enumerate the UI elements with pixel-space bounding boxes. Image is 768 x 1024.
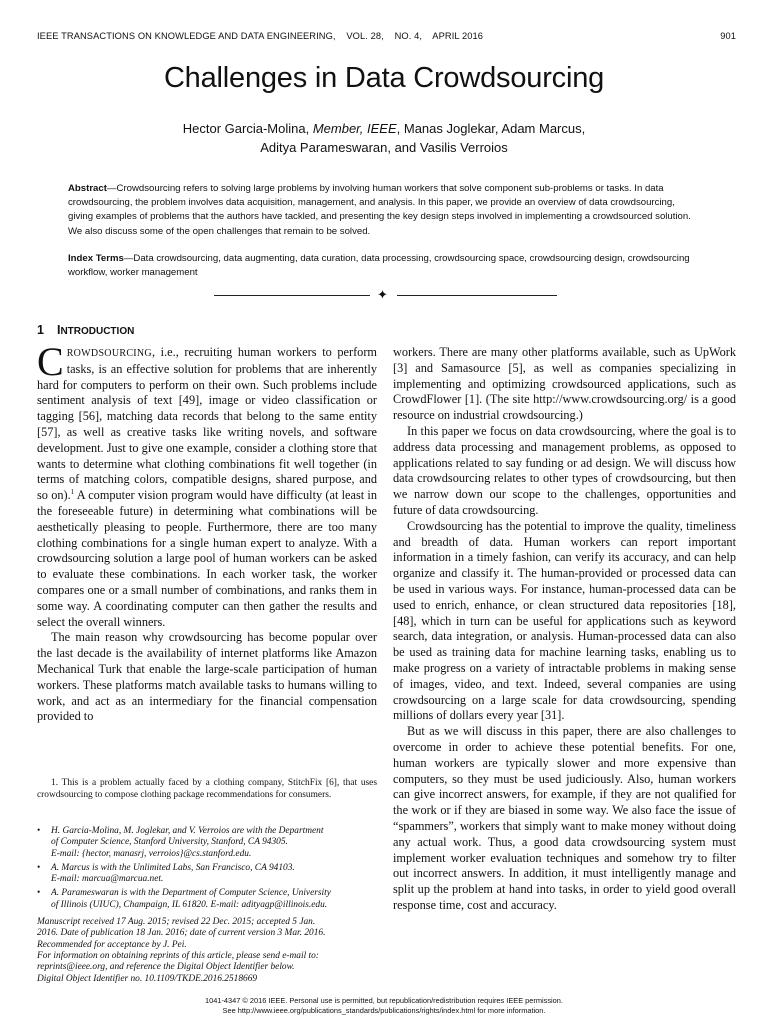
footnote <box>37 777 377 802</box>
drop-cap: C <box>37 339 64 384</box>
section-title-rest: NTRODUCTION <box>60 326 135 337</box>
paper-title: Challenges in Data Crowdsourcing <box>163 62 605 94</box>
right-paragraph-1: workers. There are many other platforms available, such as UpWork [3] and Samasource [5], as well as companies specializing in implementing and optimizing crowdsourced applications, such as CrowdFlower [1]. (The site http://www.crowdsourcing.org/ is a good resource on industrial crowdsourcing.) <box>393 345 736 423</box>
pubinfo-line: For information on obtaining reprints of this article, please send e-mail to: <box>37 950 319 961</box>
author-names-b: , Manas Joglekar, Adam Marcus, <box>396 121 586 136</box>
page-number: 901 <box>720 31 736 41</box>
section-number: 1 <box>37 323 44 337</box>
right-column <box>393 345 736 914</box>
section-heading <box>37 323 134 337</box>
left-column <box>37 339 377 725</box>
index-terms-label: Index Terms <box>68 253 124 264</box>
index-terms <box>68 252 700 280</box>
copyright-line-2: See http://www.ieee.org/publications_standards/publications/rights/index.html for more information. <box>222 1005 546 1015</box>
affiliation-item <box>37 826 377 860</box>
affiliation-list <box>37 826 377 911</box>
right-paragraph-4: But as we will discuss in this paper, there are also challenges to overcome in order to achieve these potential benefits. For one, human workers are typically slower and more expensive than computers, so they must be used judiciously. Also, human workers can give incorrect answers, for example, if they are not qualified for the work or if they are biased in some way. We also face the issue of “spammers”, workers that simply want to make money without doing any actual work. Thus, a good data crowdsourcing system must implement worker evaluation techniques and somehow try to filter out incorrect answers. In addition, it must intelligently manage and split up the problem at hand into tasks, in order to yield good overall response time, cost and accuracy. <box>393 724 736 912</box>
affiliation-line: A. Parameswaran is with the Department of Computer Science, University <box>51 888 331 899</box>
footnote-marker: 1 <box>70 488 75 497</box>
abstract-text: —Crowdsourcing refers to solving large problems by involving human workers that solve component sub-problems or tasks. In data crowdsourcing, the problem involves data acquisition, management, and analysis. In this paper, we provide an overview of data crowdsourcing, giving examples of problems that the authors have tackled, and presenting the key design steps involved in implementing a crowdsourced solution. We also discuss some of the open challenges that remain to be solved. <box>68 183 691 237</box>
author-list <box>0 119 768 157</box>
left-paragraph-1-text: , i.e., recruiting human workers to perform tasks, is an effective solution for problems that are inherently hard for computers to perform on their own. Such problems include sentiment analysis of text [49], image or video classification or tagging [56], matching data records that belong to the same entity [57], as well as creative tasks like writing novels, and software development. Just to give one example, consider a clothing store that wants to determine what clothing combinations fit well together (in terms of matching colors, compatible designs, shared purpose, and so on). <box>37 345 377 503</box>
affiliation-email: E-mail: {hector, manasrj, verroios}@cs.stanford.edu. <box>51 848 252 859</box>
abstract <box>68 182 700 239</box>
author-names-a: Hector Garcia-Molina, <box>182 121 310 136</box>
affiliation-email: E-mail: marcua@marcua.net. <box>51 874 164 885</box>
right-paragraph-2: In this paper we focus on data crowdsourcing, where the goal is to address data processing and management problems, as opposed to applications related to say funding or ad design. We will discuss how data crowdsourcing relates to other types of crowdsourcing, but then we narrow down our scope to the challenges, opportunities and future of data crowdsourcing. <box>393 423 736 517</box>
left-paragraph-2: The main reason why crowdsourcing has become popular over the last decade is the availability of internet platforms like Amazon Mechanical Turk that enable the large-scale participation of human workers. These platforms match available tasks to humans willing to work, and act as an intermediary for the financial compensation provided to <box>37 630 377 724</box>
section-separator <box>0 287 768 302</box>
pubinfo-line: 2016. Date of publication 18 Jan. 2016; date of current version 3 Mar. 2016. <box>37 928 326 939</box>
journal-date: APRIL 2016 <box>432 31 484 41</box>
affiliation-notes <box>37 826 377 985</box>
pubinfo-line: Recommended for acceptance by J. Pei. <box>37 939 187 950</box>
copyright-notice <box>0 996 768 1015</box>
affiliation-line: of Computer Science, Stanford University, Stanford, CA 94305. <box>51 837 288 848</box>
author-line-1 <box>0 119 768 138</box>
bullet-icon: • <box>37 862 41 873</box>
doi-line: Digital Object Identifier no. 10.1109/TKDE.2016.2518669 <box>37 973 258 984</box>
member-ieee: Member, IEEE <box>312 121 397 136</box>
section-title-initial: I <box>56 323 61 337</box>
index-terms-text: —Data crowdsourcing, data augmenting, data curation, data processing, crowdsourcing space, crowdsourcing design, crowdsourcing workflow, worker management <box>68 253 690 279</box>
affiliation-item <box>37 863 377 886</box>
pubinfo-line: reprints@ieee.org, and reference the Digital Object Identifier below. <box>37 962 295 973</box>
left-paragraph-1-text-continued: A computer vision program would have difficulty (at least in the foreseeable future) in determining what combinations will be aesthetically pleasing to people. Furthermore, there are too many clothing combinations for a single human expert to analyze. With a crowdsourcing solution a large pool of human workers can be asked to evaluate these combinations. In each worker task, the worker compares one or a small number of combinations, and ranks them in some way. A coordinating computer can then gather the results and select the overall winners. <box>37 488 377 629</box>
journal-name: IEEE TRANSACTIONS ON KNOWLEDGE AND DATA ENGINEERING, <box>37 31 336 41</box>
abstract-label: Abstract <box>68 183 107 194</box>
journal-number: NO. 4, <box>394 31 423 41</box>
affiliation-line: H. Garcia-Molina, M. Joglekar, and V. Verroios are with the Department <box>51 826 324 836</box>
affiliation-line: of Illinois (UIUC), Champaign, IL 61820. E-mail: adityagp@illinois.edu. <box>51 899 328 910</box>
left-paragraph-1 <box>37 339 377 630</box>
bullet-icon: • <box>37 888 41 899</box>
pubinfo-line: Manuscript received 17 Aug. 2015; revised 22 Dec. 2015; accepted 5 Jan. <box>37 917 316 928</box>
separator-diamond-icon: ✦ <box>377 287 388 302</box>
running-header <box>37 31 736 41</box>
separator-rule-right <box>397 295 557 296</box>
affiliation-line: A. Marcus is with the Unlimited Labs, San Francisco, CA 94103. <box>51 862 295 873</box>
journal-volume: VOL. 28, <box>346 31 384 41</box>
footnote-text: 1. This is a problem actually faced by a clothing company, StitchFix [6], that uses crowdsourcing to compose clothing package recommendations for consumers. <box>37 778 377 801</box>
separator-rule-left <box>214 295 370 296</box>
affiliation-item <box>37 888 377 911</box>
right-paragraph-3: Crowdsourcing has the potential to improve the quality, timeliness and breadth of data. Human workers can report important information in a timely fashion, can verify its accuracy, and can help organize and classify it. The human-provided or processed data can be used in various ways. For instance, human-processed data can be used to enrich, enhance, or clean structured data repositories [18], [48], which in turn can be useful for applications such as keyword search, data integration, or analysis. Human-processed data can also be used as training data for machine learning tasks, enabling us to make progress on a variety of intractable problems in making sense of images, video, and text. Indeed, several companies are using crowdsourcing on a large scale for data crowdsourcing, spending millions of dollars every year [31]. <box>393 518 736 723</box>
author-line-2: Aditya Parameswaran, and Vasilis Verroios <box>260 140 508 155</box>
small-caps-word: ROWDSOURCING <box>66 348 152 359</box>
bullet-icon: • <box>37 826 41 836</box>
publication-info <box>37 917 377 985</box>
copyright-line-1: 1041-4347 © 2016 IEEE. Personal use is permitted, but republication/redistribution requires IEEE permission. <box>205 996 563 1005</box>
